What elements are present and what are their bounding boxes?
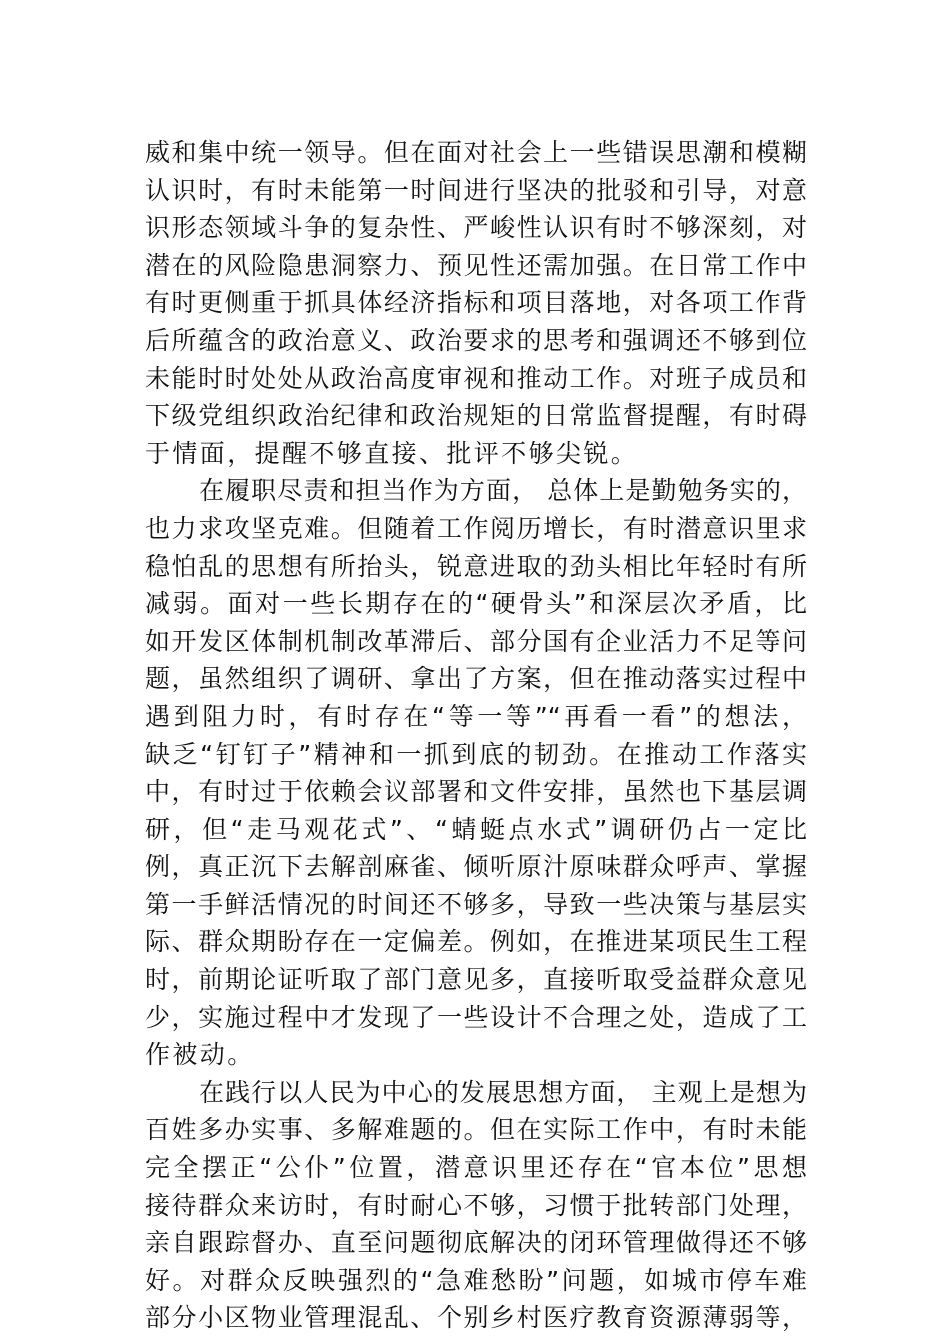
text-line: 潜在的风险隐患洞察力、预见性还需加强。在日常工作中 — [145, 250, 807, 280]
text-line: 识形态领域斗争的复杂性、严峻性认识有时不够深刻，对 — [145, 213, 807, 243]
text-line: 未能时时处处从政治高度审视和推动工作。对班子成员和 — [145, 363, 807, 393]
paragraph — [145, 134, 807, 472]
text-line: 百姓多办实事、多解难题的。但在实际工作中，有时未能 — [145, 1115, 807, 1145]
document-page — [145, 134, 807, 1337]
text-line: 于情面，提醒不够直接、批评不够尖锐。 — [145, 438, 639, 468]
text-line: 际、群众期盼存在一定偏差。例如，在推进某项民生工程 — [145, 927, 807, 957]
text-line: 认识时，有时未能第一时间进行坚决的批驳和引导，对意 — [145, 175, 807, 205]
text-line: 也力求攻坚克难。但随着工作阅历增长，有时潜意识里求 — [145, 513, 807, 543]
text-line: 在履职尽责和担当作为方面， 总体上是勤勉务实的， — [199, 476, 807, 506]
paragraph — [145, 1074, 807, 1337]
text-line: 有时更侧重于抓具体经济指标和项目落地，对各项工作背 — [145, 288, 807, 318]
text-line: 稳怕乱的思想有所抬头，锐意进取的劲头相比年轻时有所 — [145, 551, 807, 581]
text-line: 如开发区体制机制改革滞后、部分国有企业活力不足等问 — [145, 626, 807, 656]
text-line: 在践行以人民为中心的发展思想方面， 主观上是想为 — [199, 1077, 807, 1107]
text-line: 缺乏“钉钉子”精神和一抓到底的韧劲。在推动工作落实 — [145, 739, 807, 769]
text-line: 完全摆正“公仆”位置，潜意识里还存在“官本位”思想 — [145, 1153, 807, 1183]
text-line: 研，但“走马观花式”、“蜻蜓点水式”调研仍占一定比 — [145, 814, 807, 844]
text-line: 作被动。 — [145, 1040, 255, 1070]
text-line: 中，有时过于依赖会议部署和文件安排，虽然也下基层调 — [145, 777, 807, 807]
text-line: 遇到阻力时，有时存在“等一等”“再看一看”的想法， — [145, 701, 807, 731]
text-line: 下级党组织政治纪律和政治规矩的日常监督提醒，有时碍 — [145, 401, 807, 431]
text-line: 威和集中统一领导。但在面对社会上一些错误思潮和模糊 — [145, 138, 807, 167]
text-line: 题，虽然组织了调研、拿出了方案，但在推动落实过程中 — [145, 664, 807, 694]
text-line: 接待群众来访时，有时耐心不够，习惯于批转部门处理， — [145, 1190, 807, 1220]
text-line: 部分小区物业管理混乱、个别乡村医疗教育资源薄弱等， — [145, 1303, 807, 1333]
text-line: 少，实施过程中才发现了一些设计不合理之处，造成了工 — [145, 1002, 807, 1032]
text-line: 时，前期论证听取了部门意见多，直接听取受益群众意见 — [145, 965, 807, 995]
text-line: 亲自跟踪督办、直至问题彻底解决的闭环管理做得还不够 — [145, 1228, 807, 1258]
paragraph — [145, 472, 807, 1074]
text-line: 后所蕴含的政治意义、政治要求的思考和强调还不够到位 — [145, 325, 807, 355]
text-line: 例，真正沉下去解剖麻雀、倾听原汁原味群众呼声、掌握 — [145, 852, 807, 882]
text-line: 减弱。面对一些长期存在的“硬骨头”和深层次矛盾，比 — [145, 589, 807, 619]
text-line: 好。对群众反映强烈的“急难愁盼”问题，如城市停车难 — [145, 1265, 807, 1295]
text-line: 第一手鲜活情况的时间还不够多，导致一些决策与基层实 — [145, 889, 807, 919]
